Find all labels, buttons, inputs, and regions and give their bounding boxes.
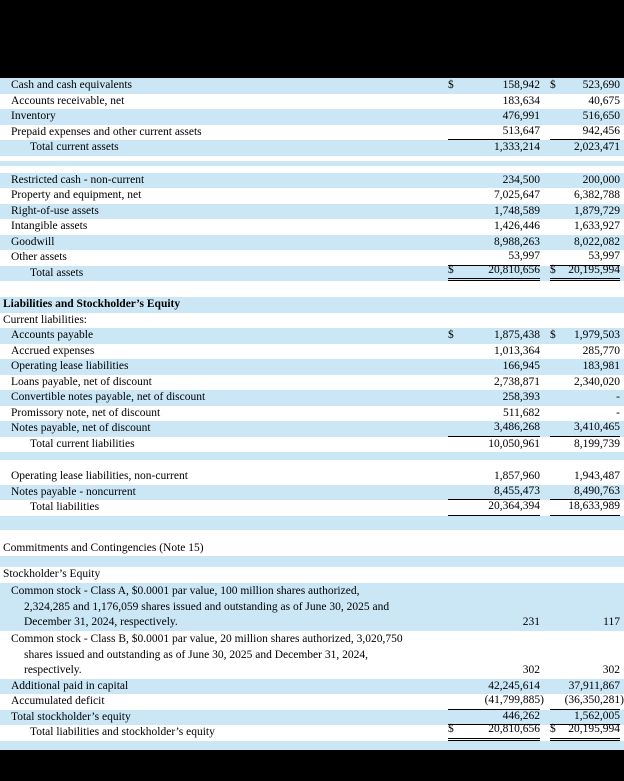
- spacer-row: [0, 556, 624, 567]
- table-row: [0, 679, 624, 695]
- table-row: [0, 583, 624, 631]
- row-value-col1: 8,455,473: [448, 484, 540, 501]
- table-row: [0, 78, 624, 94]
- table-row: [0, 694, 624, 710]
- row-label: Common stock - Class A, $0.0001 par value, 100 million shares authorized, 2,324,285 and 1,176,059 shares issued and outstanding as of June 30, 2025 and December 31, 2024, respectively.: [11, 585, 390, 628]
- row-value-col2: 8,022,082: [574, 235, 620, 248]
- row-value-col2: 40,675: [588, 94, 620, 107]
- row-value-col1: 42,245,614: [488, 679, 540, 692]
- table-row: [0, 328, 624, 344]
- row-value-col2: 18,633,989: [550, 499, 620, 516]
- row-label: Restricted cash - non-current: [11, 173, 145, 186]
- row-value-col1: 1,748,589: [494, 204, 540, 217]
- row-value-col2: 8,490,763: [550, 484, 620, 501]
- row-value-col2: 8,199,739: [574, 437, 620, 450]
- table-row: [0, 725, 624, 741]
- row-value-col2: -: [616, 391, 620, 403]
- table-row: [0, 173, 624, 189]
- row-value-col2: 37,911,867: [568, 679, 620, 692]
- row-label: Liabilities and Stockholder’s Equity: [3, 298, 181, 310]
- row-label: Notes payable - noncurrent: [11, 485, 136, 498]
- row-value-col1: (41,799,885): [448, 693, 540, 710]
- row-value-col1: $ 158,942: [448, 78, 540, 94]
- row-value-col1: 476,991: [502, 110, 540, 122]
- row-value-col1: $ 20,810,656: [448, 722, 540, 741]
- row-value-col1: 10,050,961: [488, 437, 540, 450]
- row-value-col1: 166,945: [502, 360, 540, 372]
- table-row: [0, 94, 624, 110]
- row-value-col1: 53,997: [448, 249, 540, 266]
- row-value-col1: $ 20,810,656: [448, 263, 540, 282]
- row-label: Total assets: [30, 266, 84, 279]
- table-row: [0, 631, 624, 679]
- spacer-row: [0, 516, 624, 530]
- row-value-col2: (36,350,281): [550, 693, 620, 710]
- row-value-col1: 1,013,364: [494, 344, 540, 357]
- row-value-col1: 511,682: [503, 406, 540, 419]
- spacer-row: [0, 741, 624, 751]
- table-row: [0, 313, 624, 329]
- row-value-col2: 200,000: [582, 173, 620, 186]
- balance-sheet: [0, 78, 624, 750]
- row-label: Promissory note, net of discount: [11, 406, 161, 419]
- row-value-col1: 8,988,263: [494, 235, 540, 248]
- table-row: [0, 263, 624, 282]
- table-row: [0, 140, 624, 156]
- spacer-row: [0, 530, 624, 541]
- currency-symbol: $: [550, 723, 556, 735]
- spacer-row: [0, 460, 624, 469]
- table-row: [0, 125, 624, 141]
- row-value-col2: $ 20,195,994: [550, 722, 620, 741]
- row-value-col2: 285,770: [582, 344, 620, 357]
- row-label: Total liabilities: [30, 501, 100, 513]
- row-label: Intangible assets: [11, 220, 88, 232]
- row-label: Inventory: [11, 110, 56, 122]
- currency-symbol: $: [550, 79, 556, 91]
- row-value-col2: 942,456: [550, 124, 620, 141]
- row-value-col1: 20,364,394: [448, 499, 540, 516]
- row-label: Total current assets: [30, 141, 119, 153]
- row-value-col2: 53,997: [550, 249, 620, 266]
- currency-symbol: $: [448, 263, 454, 276]
- row-value-col2: 302: [602, 664, 620, 676]
- row-value-col2: 516,650: [582, 110, 620, 122]
- row-value-col2: $ 20,195,994: [550, 263, 620, 282]
- row-value-col1: 2,738,871: [494, 375, 540, 388]
- currency-symbol: $: [448, 723, 454, 735]
- row-label: Accounts payable: [11, 329, 94, 341]
- table-row: [0, 406, 624, 422]
- currency-symbol: $: [448, 79, 454, 91]
- row-label: Common stock - Class B, $0.0001 par value, 20 million shares authorized, 3,020,750 shares issued and outstanding as of June 30, 2025 and December 31, 2024, respectively.: [11, 633, 403, 676]
- row-value-col2: $ 523,690: [550, 78, 620, 94]
- row-label: Total current liabilities: [30, 437, 135, 450]
- row-label: Current liabilities:: [3, 313, 87, 326]
- currency-symbol: $: [550, 329, 556, 341]
- row-value-col1: 446,262: [448, 709, 540, 726]
- row-label: Additional paid in capital: [11, 679, 129, 692]
- row-value-col1: 513,647: [448, 124, 540, 141]
- table-row: [0, 219, 624, 235]
- table-row: [0, 204, 624, 220]
- row-value-col1: 258,393: [502, 391, 540, 403]
- row-label: Total stockholder’s equity: [11, 710, 131, 723]
- row-label: Loans payable, net of discount: [11, 375, 152, 388]
- row-label: Stockholder’s Equity: [3, 568, 101, 580]
- letterbox-bottom: [0, 750, 624, 781]
- row-value-col2: 2,023,471: [574, 141, 620, 153]
- table-row: [0, 541, 624, 557]
- row-value-col2: 2,340,020: [574, 375, 620, 388]
- row-value-col1: 231: [522, 616, 540, 628]
- table-row: [0, 344, 624, 360]
- row-label: Accounts receivable, net: [11, 94, 125, 107]
- row-value-col1: 302: [522, 664, 540, 676]
- row-label: Right-of-use assets: [11, 204, 99, 217]
- row-value-col2: 3,410,465: [550, 420, 620, 437]
- table-row: [0, 109, 624, 125]
- row-value-col2: 1,943,487: [574, 470, 620, 482]
- row-label: Notes payable, net of discount: [11, 422, 151, 434]
- currency-symbol: $: [550, 263, 556, 276]
- row-label: Accumulated deficit: [11, 695, 105, 707]
- row-value-col2: 1,633,927: [574, 220, 620, 232]
- row-label: Other assets: [11, 251, 67, 263]
- row-value-col1: $ 1,875,438: [448, 328, 540, 344]
- table-row: [0, 297, 624, 313]
- row-value-col1: 234,500: [502, 173, 540, 186]
- table-row: [0, 485, 624, 501]
- row-value-col2: 6,382,788: [574, 189, 620, 201]
- table-row: [0, 469, 624, 485]
- row-value-col1: 1,333,214: [494, 141, 540, 153]
- spacer-row: [0, 166, 624, 173]
- row-label: Total liabilities and stockholder’s equity: [30, 726, 215, 738]
- table-row: [0, 500, 624, 516]
- letterbox-top: [0, 0, 624, 78]
- table-row: [0, 421, 624, 437]
- row-label: Cash and cash equivalents: [11, 79, 133, 91]
- currency-symbol: $: [448, 329, 454, 341]
- row-value-col2: $ 1,979,503: [550, 328, 620, 344]
- row-value-col2: -: [616, 406, 620, 419]
- row-value-col2: 1,562,005: [550, 709, 620, 726]
- row-value-col1: 1,857,960: [494, 470, 540, 482]
- row-label: Property and equipment, net: [11, 189, 142, 201]
- row-value-col1: 183,634: [502, 94, 540, 107]
- row-label: Commitments and Contingencies (Note 15): [3, 541, 204, 554]
- row-label: Operating lease liabilities, non-current: [11, 470, 188, 482]
- row-label: Operating lease liabilities: [11, 360, 129, 372]
- spacer-row: [0, 452, 624, 460]
- table-row: [0, 375, 624, 391]
- row-value-col2: 1,879,729: [574, 204, 620, 217]
- row-label: Accrued expenses: [11, 344, 95, 357]
- table-row: [0, 359, 624, 375]
- table-row: [0, 567, 624, 583]
- row-label: Goodwill: [11, 235, 55, 248]
- row-label: Convertible notes payable, net of discount: [11, 391, 206, 403]
- row-value-col2: 117: [603, 616, 620, 628]
- row-value-col2: 183,981: [582, 360, 620, 372]
- row-value-col1: 1,426,446: [494, 220, 540, 232]
- row-value-col1: 3,486,268: [448, 420, 540, 437]
- row-value-col1: 7,025,647: [494, 189, 540, 201]
- table-row: [0, 437, 624, 453]
- table-row: [0, 188, 624, 204]
- table-row: [0, 235, 624, 251]
- row-label: Prepaid expenses and other current assets: [11, 125, 202, 138]
- spacer-row: [0, 281, 624, 297]
- table-row: [0, 390, 624, 406]
